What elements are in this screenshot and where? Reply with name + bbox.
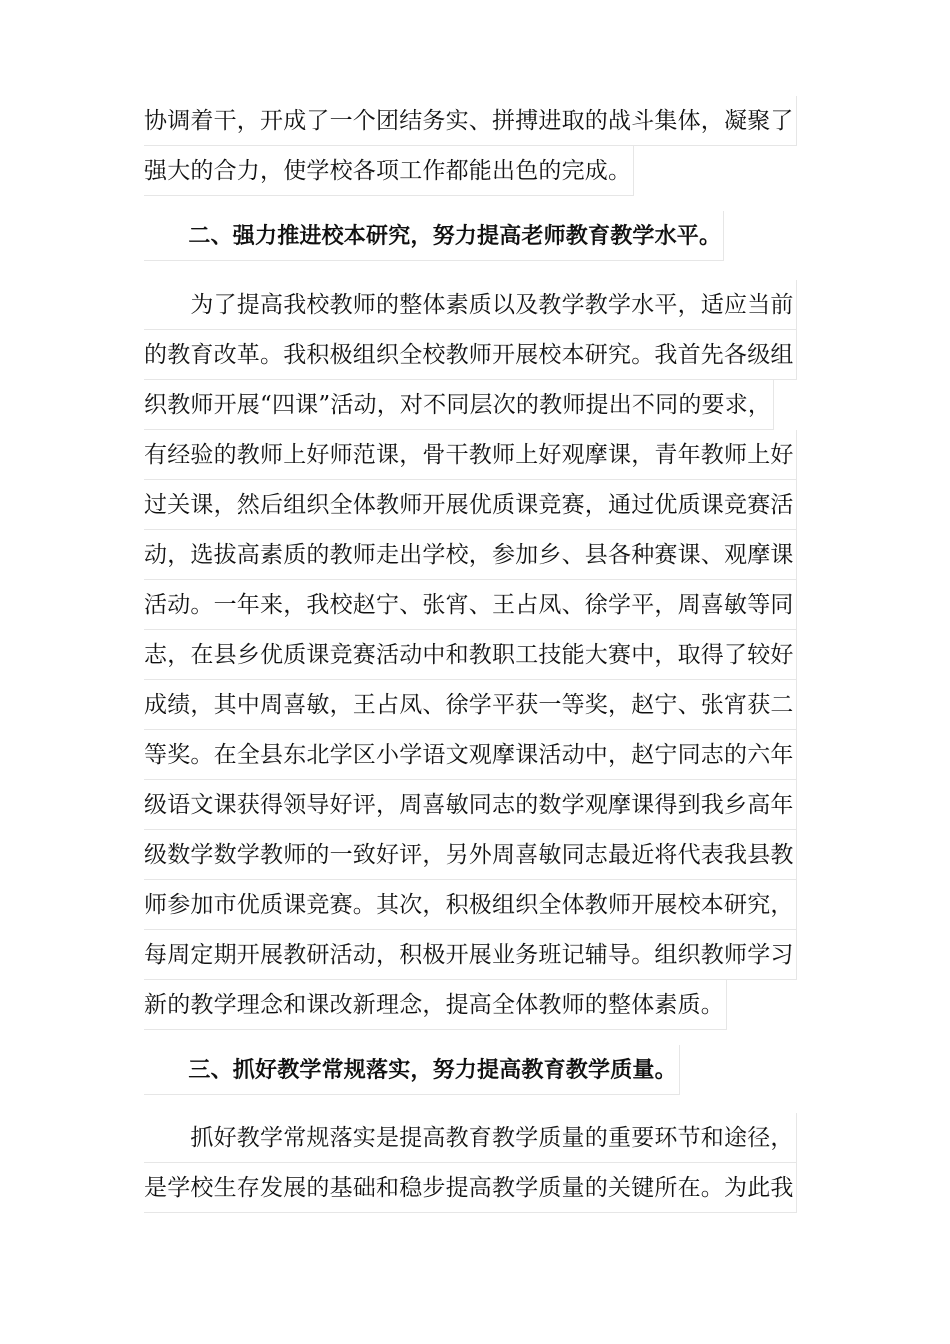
text-line: 强大的合力，使学校各项工作都能出色的完成。 xyxy=(144,146,634,196)
section-heading: 二、强力推进校本研究，努力提高老师教育教学水平。 xyxy=(144,211,724,261)
text-line: 协调着干，开成了一个团结务实、拼搏进取的战斗集体，凝聚了 xyxy=(144,96,797,146)
text-line: 新的教学理念和课改新理念，提高全体教师的整体素质。 xyxy=(144,980,727,1030)
text-line: 级数学数学教师的一致好评，另外周喜敏同志最近将代表我县教 xyxy=(144,830,797,880)
text-line: 师参加市优质课竞赛。其次，积极组织全体教师开展校本研究， xyxy=(144,880,797,930)
text-line: 有经验的教师上好师范课，骨干教师上好观摩课，青年教师上好 xyxy=(144,430,797,480)
text-line: 的教育改革。我积极组织全校教师开展校本研究。我首先各级组 xyxy=(144,330,797,380)
section-heading: 三、抓好教学常规落实，努力提高教育教学质量。 xyxy=(144,1045,680,1095)
text-line: 织教师开展“四课”活动，对不同层次的教师提出不同的要求， xyxy=(144,380,774,430)
text-line: 级语文课获得领导好评，周喜敏同志的数学观摩课得到我乡高年 xyxy=(144,780,797,830)
text-line: 为了提高我校教师的整体素质以及教学教学水平，适应当前 xyxy=(144,280,797,330)
text-line: 过关课，然后组织全体教师开展优质课竞赛，通过优质课竞赛活 xyxy=(144,480,797,530)
text-line: 是学校生存发展的基础和稳步提高教学质量的关键所在。为此我 xyxy=(144,1163,797,1213)
text-line: 动，选拔高素质的教师走出学校，参加乡、县各种赛课、观摩课 xyxy=(144,530,797,580)
text-line: 每周定期开展教研活动，积极开展业务班记辅导。组织教师学习 xyxy=(144,930,797,980)
text-line: 志，在县乡优质课竞赛活动中和教职工技能大赛中，取得了较好 xyxy=(144,630,797,680)
text-line: 抓好教学常规落实是提高教育教学质量的重要环节和途径， xyxy=(144,1113,797,1163)
text-line: 活动。一年来，我校赵宁、张宵、王占凤、徐学平，周喜敏等同 xyxy=(144,580,797,630)
text-line: 成绩，其中周喜敏，王占凤、徐学平获一等奖，赵宁、张宵获二 xyxy=(144,680,797,730)
text-line: 等奖。在全县东北学区小学语文观摩课活动中，赵宁同志的六年 xyxy=(144,730,797,780)
